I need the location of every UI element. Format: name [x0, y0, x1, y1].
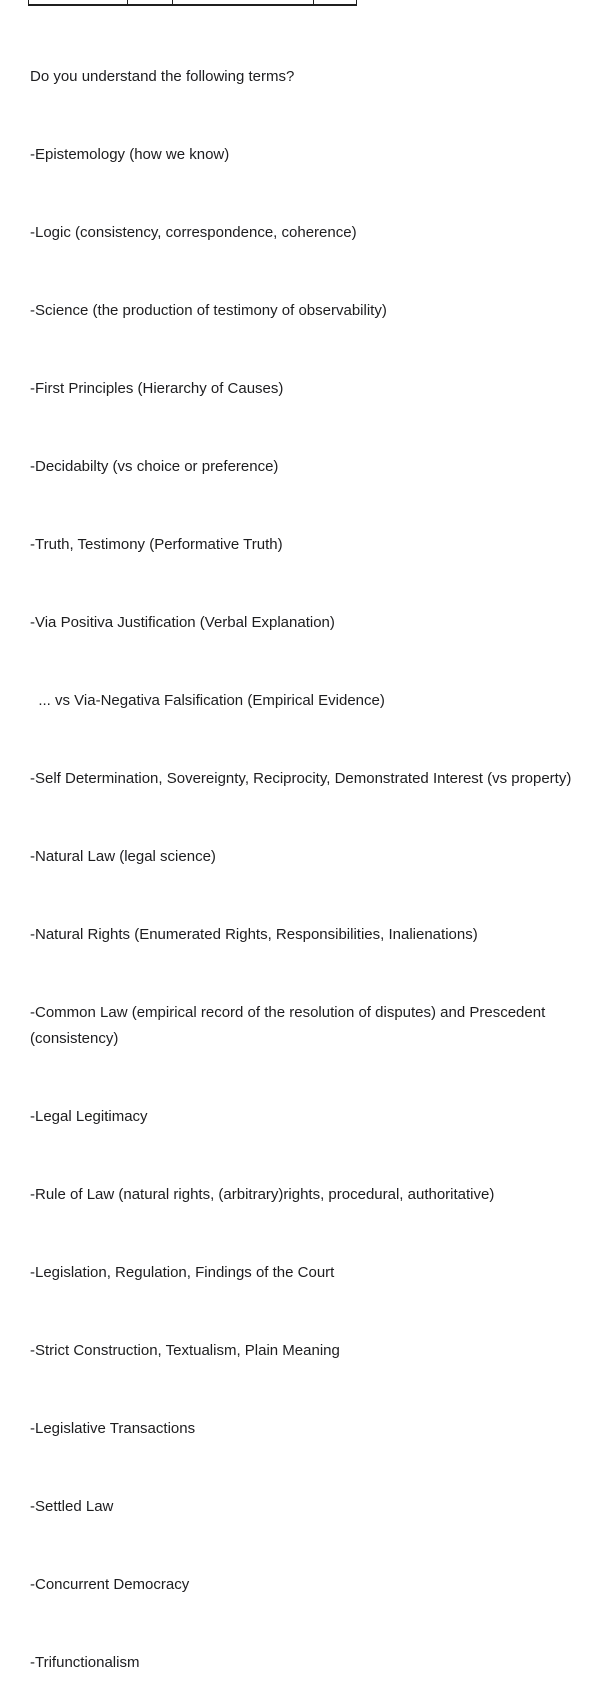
table-cell-border	[313, 0, 357, 4]
term-line: -Logic (consistency, correspondence, coherence)	[30, 224, 357, 241]
term-line: ... vs Via-Negativa Falsification (Empirical Evidence)	[30, 692, 385, 709]
term-line: -Legislation, Regulation, Findings of the Court	[30, 1264, 335, 1281]
table-cell-border	[172, 0, 313, 4]
term-line: -Concurrent Democracy	[30, 1576, 190, 1593]
term-line: -Truth, Testimony (Performative Truth)	[30, 536, 283, 553]
table-cell-border	[127, 0, 172, 4]
question-text: Do you understand the following terms?	[30, 68, 295, 85]
table-cell-border	[28, 0, 127, 4]
term-line: -Legislative Transactions	[30, 1420, 196, 1437]
term-line: -Natural Law (legal science)	[30, 848, 216, 865]
term-line: -Strict Construction, Textualism, Plain Meaning	[30, 1342, 340, 1359]
term-line: -Trifunctionalism	[30, 1654, 140, 1671]
term-line: -Epistemology (how we know)	[30, 146, 230, 163]
term-line: -Self Determination, Sovereignty, Reciprocity, Demonstrated Interest (vs property)	[30, 770, 572, 787]
term-line: -First Principles (Hierarchy of Causes)	[30, 380, 284, 397]
term-line: -Settled Law	[30, 1498, 114, 1515]
term-line: -Legal Legitimacy	[30, 1108, 148, 1125]
document-body	[30, 12, 595, 1702]
term-line: -Via Positiva Justification (Verbal Explanation)	[30, 614, 335, 631]
cutoff-table-bottom-edge	[28, 0, 357, 6]
term-line: -Natural Rights (Enumerated Rights, Responsibilities, Inalienations)	[30, 926, 478, 943]
term-line: -Science (the production of testimony of observability)	[30, 302, 387, 319]
term-line: -Decidabilty (vs choice or preference)	[30, 458, 279, 475]
term-line: -Rule of Law (natural rights, (arbitrary)rights, procedural, authoritative)	[30, 1186, 495, 1203]
term-line: -Common Law (empirical record of the resolution of disputes) and Prescedent (consistency)	[30, 1004, 550, 1047]
